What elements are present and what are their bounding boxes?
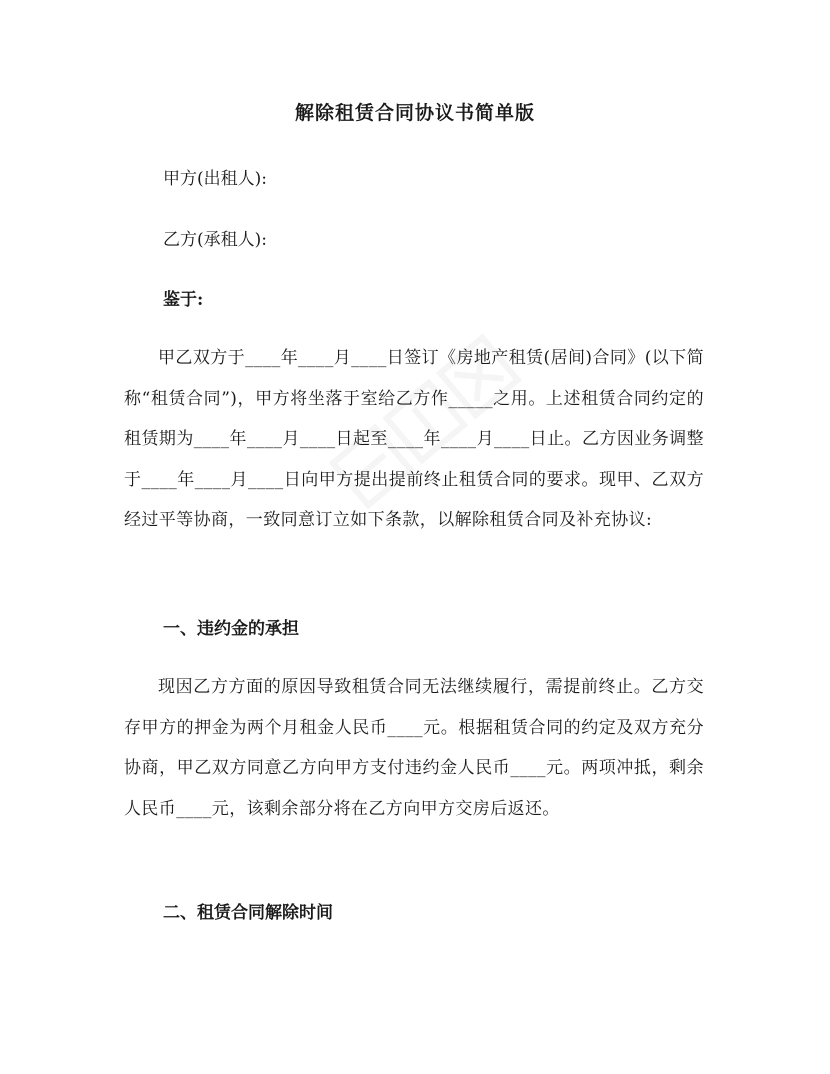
section-heading-penalty: 一、违约金的承担 <box>163 619 299 639</box>
document-title: 解除租赁合同协议书简单版 <box>294 102 535 124</box>
section-heading-termination-time: 二、租赁合同解除时间 <box>163 903 333 923</box>
party-a-label: 甲方(出租人): <box>163 169 267 189</box>
intro-paragraph: 甲乙双方于____年____月____日签订《房地产租赁(居间)合同》(以下简称“租赁合同”)，甲方将坐落于室给乙方作_____之用。上述租赁合同约定的租赁期为____年____月____日起至____年____月____日止。乙方因业务调整于____年____月____日向甲方提出提前终止租赁合同的要求。现甲、乙双方经过平等协商，一致同意订立如下条款，以解除租赁合同及补充协议: <box>124 348 704 531</box>
whereas-label: 鉴于: <box>163 290 204 310</box>
section-body-penalty: 现因乙方方面的原因导致租赁合同无法继续履行，需提前终止。乙方交存甲方的押金为两个月租金人民币____元。根据租赁合同的约定及双方充分协商，甲乙双方同意乙方向甲方支付违约金人民币____元。两项冲抵，剩余人民币____元，该剩余部分将在乙方向甲方交房后返还。 <box>124 677 704 819</box>
party-b-label: 乙方(承租人): <box>163 230 267 250</box>
